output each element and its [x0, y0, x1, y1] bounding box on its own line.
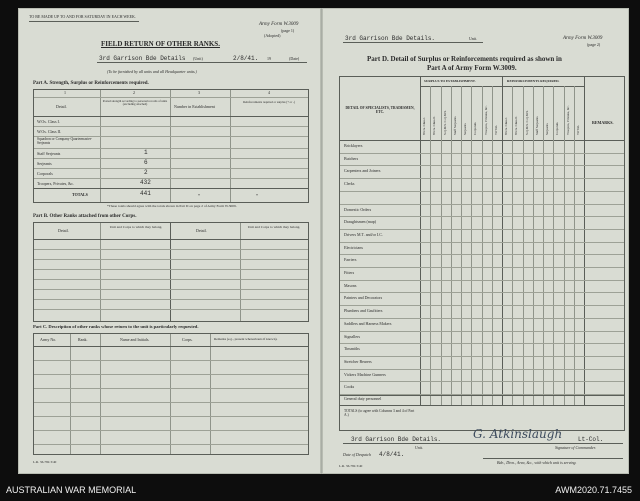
- totals-value: 441: [140, 190, 151, 197]
- sub-column-header: Staff Serjeants: [452, 116, 457, 135]
- part-b-header: Detail.: [58, 228, 69, 233]
- trade-label: Saddlers and Harness Makers: [344, 320, 392, 326]
- part-c-table: [33, 333, 309, 455]
- form-reference: Army Form W.3009: [563, 36, 603, 41]
- part-b-title: Part B. Other Ranks attached from other Corps.: [33, 214, 137, 219]
- row-value: 432: [140, 179, 151, 186]
- trade-label: Farriers: [344, 257, 357, 263]
- sub-column-header: TOTAL: [575, 124, 580, 135]
- year-label: 19: [267, 56, 271, 61]
- col-header-detail: Detail.: [56, 104, 67, 109]
- sub-column-header: W.Os. Class II.: [514, 115, 519, 135]
- unit-name: 3rd Garrison Bde Details.: [345, 35, 436, 42]
- trade-label: Bricklayers: [344, 143, 363, 148]
- trade-label: Clerks: [344, 181, 355, 187]
- part-b-header: Detail.: [196, 228, 207, 233]
- trade-label: Domestic Orders: [344, 206, 372, 212]
- col-number-2: 2: [133, 90, 135, 95]
- trade-label: Carpenters and Joiners: [344, 168, 381, 174]
- printer-note: L.R. 36-784 3/40: [33, 460, 57, 464]
- sub-column-header: Serjeants: [463, 123, 468, 135]
- part-c-header: Remarks (e.g., present whereabouts if known).: [214, 337, 278, 341]
- part-c-header: Corps.: [182, 337, 193, 342]
- footer-bar: [0, 482, 640, 501]
- top-note: TO BE MADE UP TO AND FOR SATURDAY IN EACH WEEK.: [29, 14, 136, 19]
- unit-label: (Unit): [193, 56, 203, 61]
- form-reference: Army Form W.3009: [259, 22, 299, 27]
- reinforcements-header: REINFORCEMENTS REQUIRED.: [507, 79, 560, 83]
- col-number-1: 1: [64, 90, 66, 95]
- bde-note: Bde., Divn., Area, &c., with which unit is serving.: [497, 460, 577, 465]
- detail-header: DETAIL OF SPECIALISTS, TRADESMEN, ETC.: [345, 106, 415, 114]
- col-number-4: 4: [268, 90, 270, 95]
- unit-name: 3rd Garrison Bde Details: [99, 55, 186, 62]
- dispatch-date: 4/8/41.: [379, 451, 405, 458]
- row-label: Corporals: [37, 171, 53, 176]
- totals-label: TOTALS: [72, 192, 88, 197]
- trade-label: Stretcher Bearers: [344, 358, 372, 364]
- sub-column-header: W.Os. Class I.: [504, 116, 509, 135]
- trade-label: Painters and Decorators: [344, 295, 383, 301]
- part-b-header: Unit and Corps to which they belong.: [109, 225, 163, 229]
- part-b-header: Unit and Corps to which they belong.: [247, 225, 301, 229]
- form-page-2: [322, 8, 629, 474]
- sub-column-header: W.Os. Class II.: [432, 115, 437, 135]
- row-label: W.Os. Class II.: [37, 129, 62, 134]
- footer-institution: AUSTRALIAN WAR MEMORIAL: [6, 485, 137, 495]
- trade-label: Fitters: [344, 270, 355, 275]
- row-value: 6: [144, 159, 148, 166]
- row-label: Serjeants: [37, 161, 52, 166]
- page-number: (page 1): [281, 28, 295, 33]
- part-c-title: Part C. Description of other ranks whose return to the unit is particularly requested.: [33, 324, 199, 329]
- part-b-table: [33, 222, 309, 322]
- trade-label: Tinsmiths: [344, 346, 360, 352]
- sub-column-header: TOTAL: [493, 124, 498, 135]
- row-label: W.Os. Class I.: [37, 119, 60, 124]
- trade-label: Draughtsmen (map): [344, 219, 377, 225]
- trade-label: Drivers M.T. and/or I.C.: [344, 231, 383, 237]
- trade-label: Vickers Machine Gunners: [344, 371, 386, 377]
- trade-label: Signallers: [344, 333, 360, 339]
- printer-note: L.R. 36-784 3/40: [339, 464, 363, 468]
- part-a-table: 1 2 3 4 Detail. Posted strength according to personal records of units (excluding attached) Number in Establishment Reinforcements required or surplus (+ or -) W.Os. Class I. W.Os. Class II. Squadron or Company Quartermaster-Serjeants Staff Serjeants 1 Serjeants 6 Corporals 2 Troopers, Privates, &c. 432 TOTALS 441 * *: [33, 89, 309, 203]
- part-d-title-line2: Part A of Army Form W.3009.: [427, 64, 517, 72]
- furnish-note: (To be furnished by all units and all Headquarter units.): [107, 69, 197, 74]
- trade-label: Plumbers and Gasfitters: [344, 308, 383, 314]
- trade-label: Electricians: [344, 244, 363, 250]
- sub-column-header: Staff Serjeants: [534, 116, 539, 135]
- form-page-1: [18, 8, 321, 474]
- row-value: 1: [144, 149, 148, 156]
- part-d-title: Part D. Detail of Surplus or Reinforcements required as shown in: [367, 55, 562, 63]
- col-header-reinforcements: Reinforcements required or surplus (+ or -): [243, 100, 295, 104]
- col-header-posted: Posted strength according to personal records of units (excluding attached): [102, 99, 168, 106]
- date-label: (Date): [289, 56, 300, 61]
- row-label: Staff Serjeants: [37, 151, 61, 156]
- row-value: 2: [144, 169, 148, 176]
- sub-column-header: Corporals: [555, 122, 560, 135]
- sub-column-header: W.Os. Class I.: [422, 116, 427, 135]
- page-number: (page 2): [587, 42, 601, 47]
- signature-unit-label: Unit.: [415, 445, 424, 450]
- part-c-header: Army No.: [40, 337, 57, 342]
- dispatch-label: Date of Despatch: [343, 452, 371, 457]
- part-c-header: Name and Initials.: [120, 337, 150, 342]
- col-number-3: 3: [198, 90, 200, 95]
- totals-label: TOTALS (to agree with Columns 3 and 4 of Part A.): [344, 409, 415, 417]
- footer-accession: AWM2020.71.7455: [555, 485, 632, 495]
- trade-label: Masons: [344, 282, 357, 288]
- general-duty-label: General duty personnel: [344, 396, 382, 401]
- row-label: Troopers, Privates, &c.: [37, 181, 75, 186]
- signature-rank: Lt-Col.: [578, 436, 604, 443]
- page-title: FIELD RETURN OF OTHER RANKS.: [101, 40, 220, 48]
- totals-note: *These totals should agree with the totals shown in Part D on page 2 of Army Form W.3009.: [107, 204, 237, 208]
- sub-column-header: S.Q.M.S. C.Q.M.S.: [442, 110, 447, 135]
- sub-column-header: Troopers, Privates, &c.: [483, 105, 488, 135]
- col-header-establishment: Number in Establishment: [174, 104, 215, 109]
- trade-label: Cooks: [344, 384, 355, 390]
- part-a-title: Part A. Strength, Surplus or Reinforcements required.: [33, 81, 149, 86]
- return-date: 2/8/41.: [233, 55, 259, 62]
- signature-commander-label: Signature of Commander.: [555, 445, 596, 450]
- part-c-header: Rank.: [78, 337, 88, 342]
- surplus-header: SURPLUS TO ESTABLISHMENT.: [424, 79, 476, 83]
- sub-column-header: S.Q.M.S. C.Q.M.S.: [524, 110, 529, 135]
- part-d-table: [339, 76, 625, 431]
- signature-unit: 3rd Garrison Bde Details.: [351, 436, 442, 443]
- adopted-note: (Adopted): [264, 33, 281, 38]
- unit-label: Unit.: [469, 36, 478, 41]
- sub-column-header: Troopers, Privates, &c.: [565, 105, 570, 135]
- remarks-header: REMARKS.: [592, 120, 614, 125]
- sub-column-header: Serjeants: [545, 123, 550, 135]
- row-label: Squadron or Company Quartermaster-Serjeants: [37, 137, 93, 145]
- commander-signature: G. Atkinslaugh: [473, 427, 563, 441]
- sub-column-header: Corporals: [473, 122, 478, 135]
- trade-label: Butchers: [344, 155, 359, 161]
